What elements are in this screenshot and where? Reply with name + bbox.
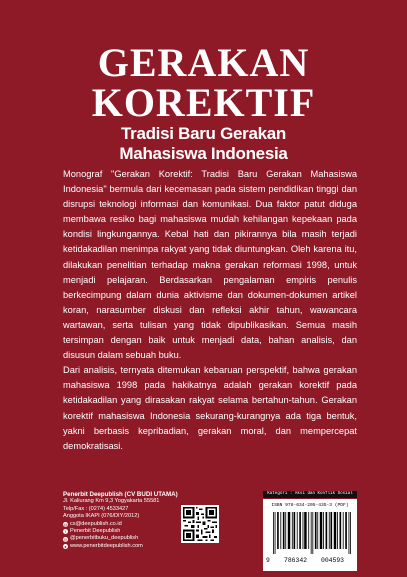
publisher-name: Penerbit Deepublish (CV BUDI UTAMA) xyxy=(63,491,178,498)
publisher-info xyxy=(63,491,193,550)
isbn-barcode xyxy=(263,499,357,571)
barcode-digits-right: 004593 xyxy=(321,557,345,564)
qr-code xyxy=(181,505,219,543)
globe-icon: ● xyxy=(64,544,67,550)
category-label: Kategori : Aksi dan Konflik Sosial xyxy=(263,491,357,498)
contact-website xyxy=(63,543,193,550)
contact-instagram xyxy=(63,535,193,542)
synopsis-paragraph-2: Dari analisis, ternyata ditemukan kebaruan perspektif, bahwa gerakan mahasiswa 1998 pada hakikatnya adalah gerakan korektif pada ketidakadilan yang dirasakan rakyat selama bertahun-tahun. Gerakan korektif mahasiswa Indonesia sekurang-kurangnya ada tiga bentuk, yakni berbasis kepribadian, gerakan moral, dan mempercepat demokratisasi. xyxy=(63,365,357,451)
title-line-1: GERAKAN xyxy=(97,40,310,85)
barcode-digit-prefix: 9 xyxy=(266,557,270,564)
contact-facebook-text: Penerbit Deepublish xyxy=(70,528,121,535)
email-icon: @ xyxy=(63,521,68,527)
subtitle-line-2: Mahasiswa Indonesia xyxy=(119,144,288,163)
contact-website-text: www.penerbitdeepublish.com xyxy=(70,542,143,549)
synopsis xyxy=(63,167,357,454)
title-line-2: KOREKTIF xyxy=(91,80,316,125)
barcode-bars xyxy=(273,512,351,554)
publisher-address: Jl. Kaliurang Km 9,3 Yogyakarta 55581 xyxy=(63,498,160,505)
qr-code-graphic xyxy=(183,507,217,541)
isbn-text: ISBN 978-634-205-435-3 (PDF) xyxy=(271,503,349,508)
contact-instagram-text: @penerbitbuku_deepublish xyxy=(70,535,139,542)
contact-email-text: cs@deepublish.co.id xyxy=(70,520,122,527)
contact-facebook xyxy=(63,528,193,535)
publisher-phone: Telp/Fax : (0274) 4533427 xyxy=(63,505,129,512)
contact-email xyxy=(63,521,193,528)
instagram-icon: ◎ xyxy=(63,536,68,542)
subtitle-line-1: Tradisi Baru Gerakan xyxy=(120,124,287,143)
synopsis-paragraph-1: Monograf "Gerakan Korektif: Tradisi Baru Gerakan Mahasiswa Indonesia" bermula dari kecemasan pada sistem pendidikan tinggi dan disrupsi teknologi informasi dan komunikasi. Dua faktor patut diduga membawa resiko bagi mahasiswa mudah kehilangan kepekaan pada kondisi lingkungannya. Kebal hati dan pikirannya bila masih terjadi ketidakadilan menimpa rakyat yang tidak diuntungkan. Oleh karena itu, dilakukan penelitian terhadap makna gerakan reformasi 1998, untuk menjadi pelajaran. Berdasarkan pengalaman empiris penulis berkecimpung dalam dunia aktivisme dan dokumen-dokumen artikel koran, narasumber diskusi dan refleksi akhir tahun, wawancara wartawan, serta tulisan yang tidak dipublikasikan. Semua masih tersimpan dengan baik untuk menjadi data, bahan analisis, dan disusun dalam sebuah buku. xyxy=(63,169,357,361)
barcode-digits-left: 786342 xyxy=(284,557,308,564)
facebook-icon: f xyxy=(64,529,67,535)
publisher-membership: Anggota IKAPI (076/DIY/2012) xyxy=(63,513,140,520)
